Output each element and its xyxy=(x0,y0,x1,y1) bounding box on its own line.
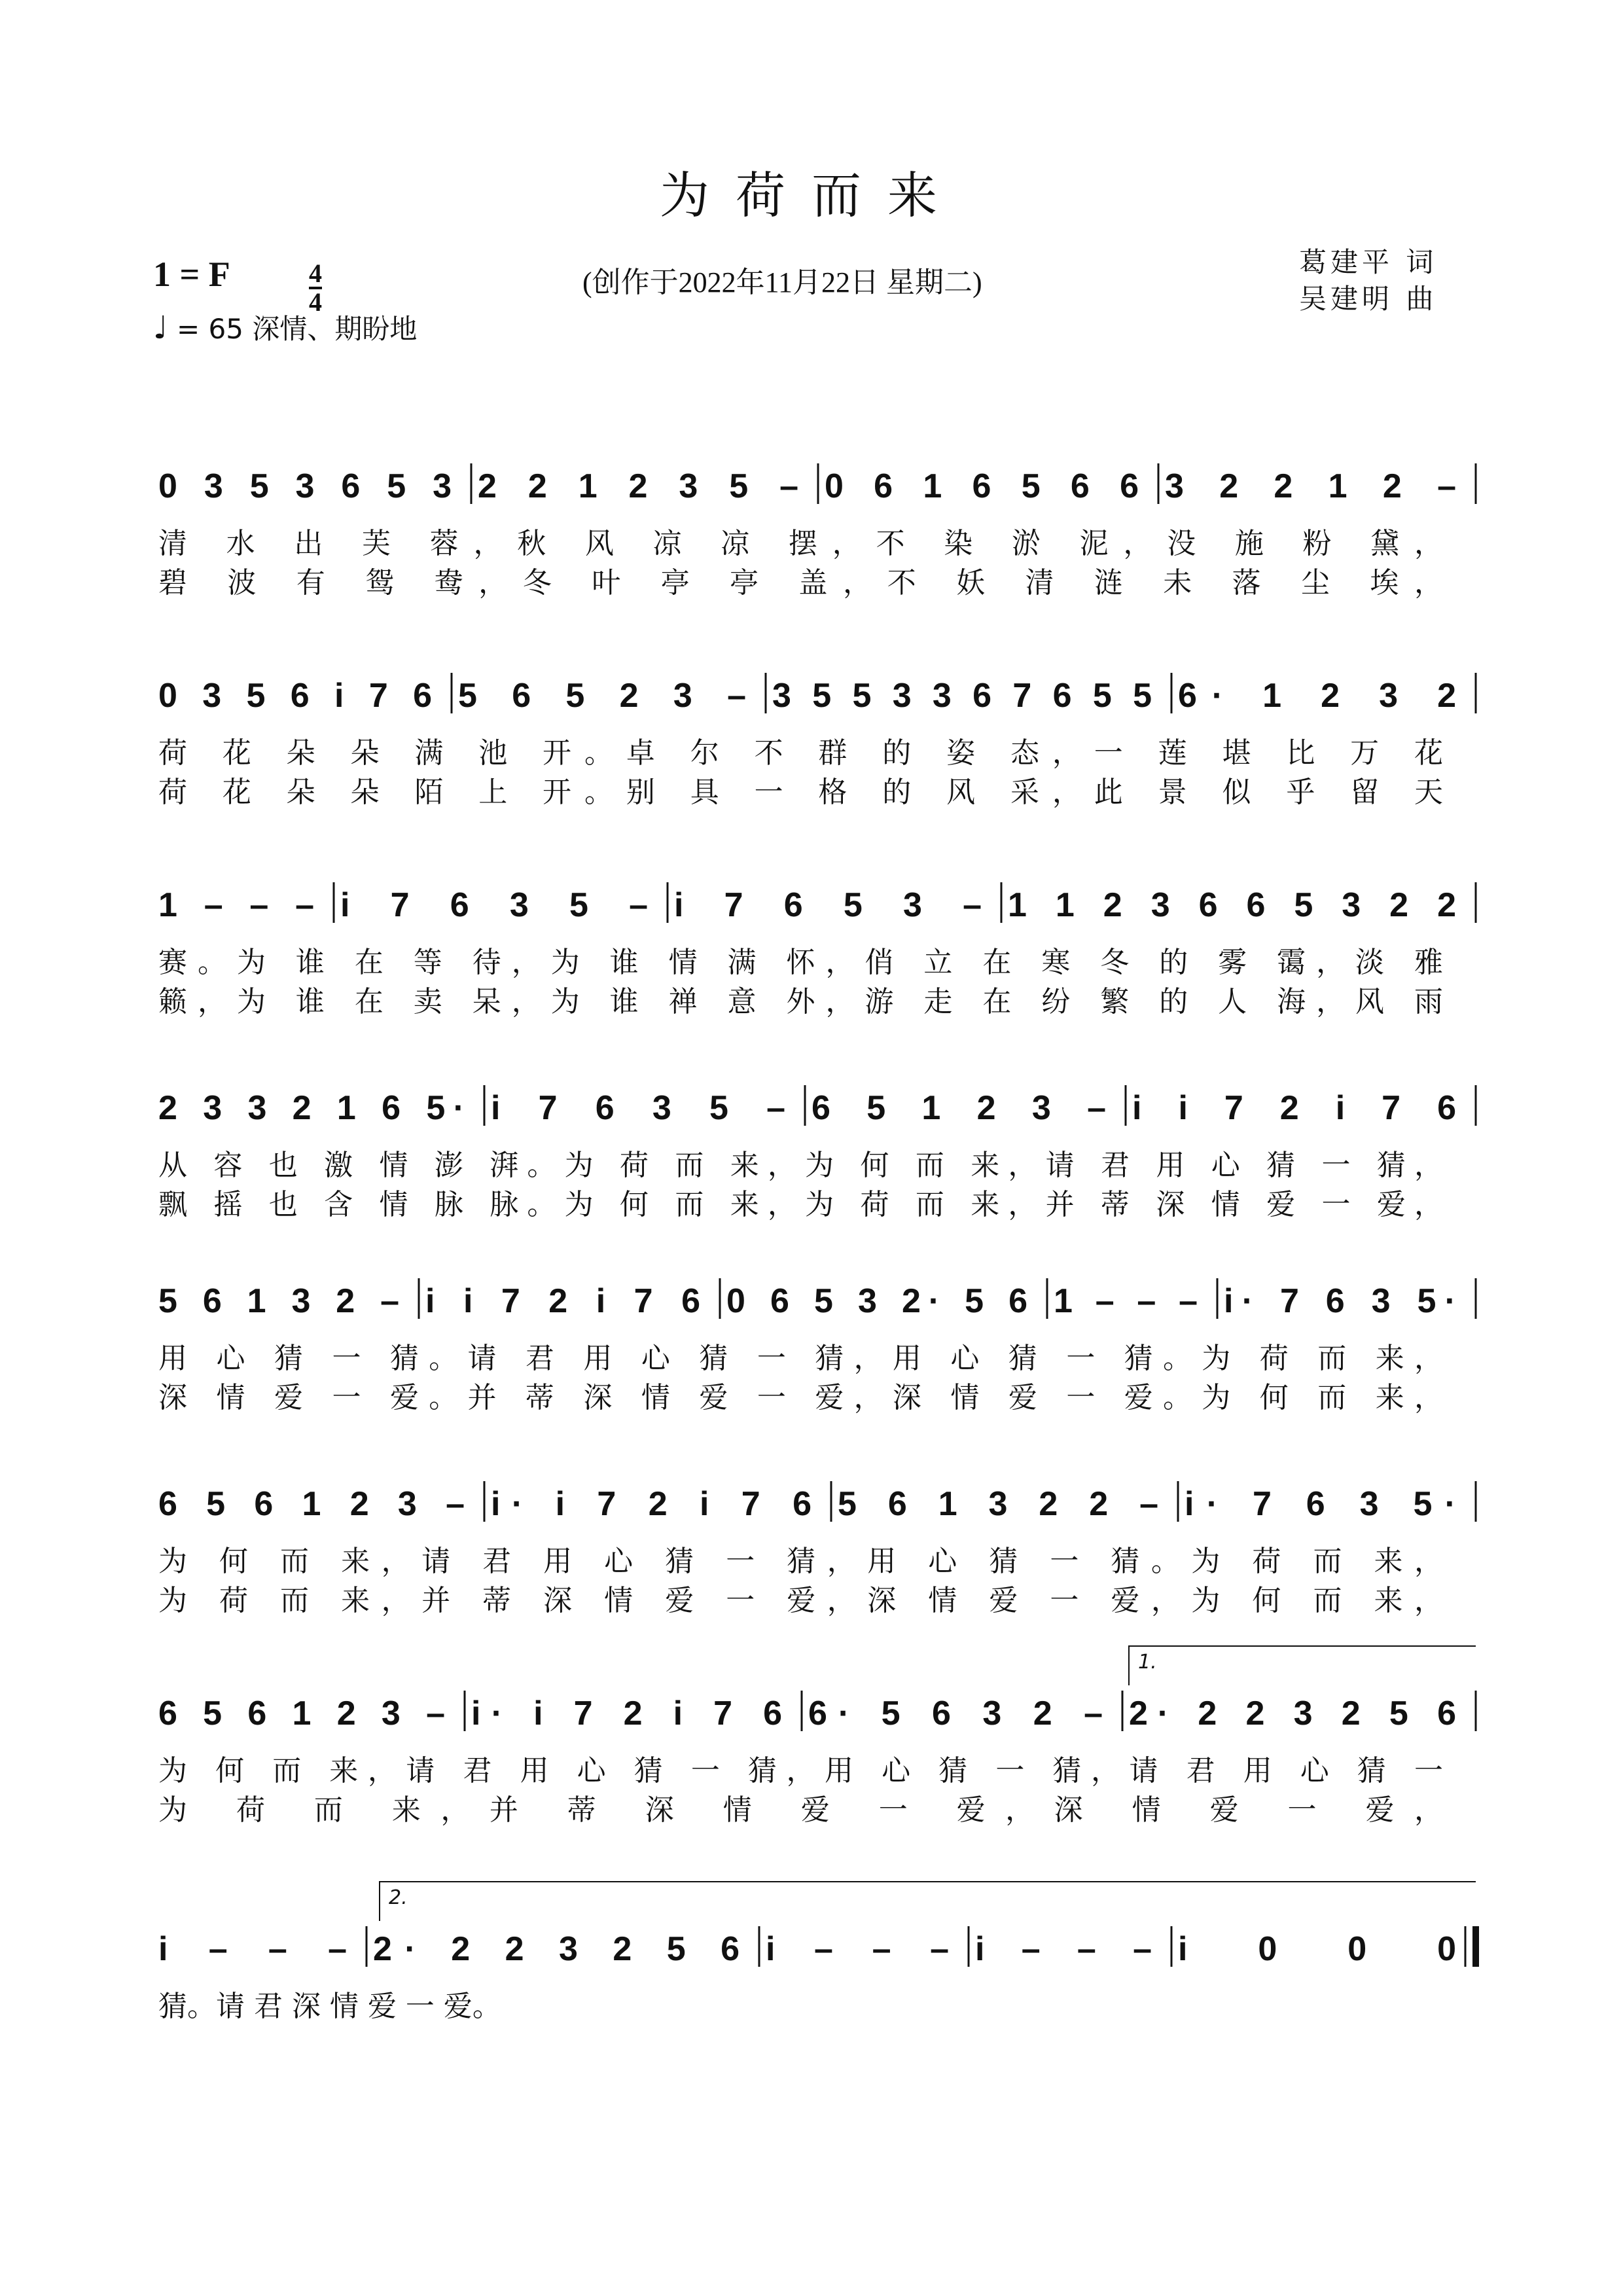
volta-number: 1. xyxy=(1138,1651,1157,1674)
volta-number: 2. xyxy=(389,1886,408,1909)
lyrics-verse-1: 从 容 也 激 情 澎 湃。为 荷 而 来，为 何 而 来，请 君 用 心 猜 一 猜， xyxy=(158,1149,1443,1182)
measure-notes: 2· 2 2 3 2 5 6 xyxy=(373,1930,740,1968)
quarter-note-icon: ♩ xyxy=(153,310,168,346)
key-signature: 1 = F xyxy=(153,255,230,294)
measure-notes: i 7 6 3 5 – xyxy=(491,1089,785,1127)
lyricist-credit: 葛建平 词 xyxy=(1299,246,1438,278)
lyrics-verse-2: 飘 摇 也 含 情 脉 脉。为 何 而 来，为 荷 而 来，并 蒂 深 情 爱 一 爱， xyxy=(158,1188,1443,1221)
lyrics-verse-1: 为 何 而 来，请 君 用 心 猜 一 猜，用 心 猜 一 猜，请 君 用 心 猜 一 xyxy=(158,1754,1443,1787)
measure-notes: i· 7 6 3 5· xyxy=(1224,1282,1456,1320)
volta-bracket xyxy=(1129,1646,1476,1685)
lyrics-verse-1: 用 心 猜 一 猜。请 君 用 心 猜 一 猜，用 心 猜 一 猜。为 荷 而 来， xyxy=(158,1342,1443,1375)
time-signature-bottom: 4 xyxy=(309,287,322,317)
measure-notes: 1 1 2 3 6 6 5 3 2 2 xyxy=(1008,886,1456,924)
measure-notes: i 7 6 5 3 – xyxy=(674,886,982,924)
measure-notes: 2 2 1 2 3 5 – xyxy=(478,467,798,505)
measure-notes: i· i 7 2 i 7 6 xyxy=(491,1485,812,1523)
measure-notes: 0 3 5 3 6 5 3 xyxy=(158,467,452,505)
measure-notes: 3 5 5 3 3 6 7 6 5 5 xyxy=(772,677,1152,715)
measure-notes: i i 7 2 i 7 6 xyxy=(1132,1089,1456,1127)
measure-notes: 6· 1 2 3 2 xyxy=(1178,677,1456,715)
measure-notes: i – – – xyxy=(766,1930,949,1968)
measure-notes: 6· 5 6 3 2 – xyxy=(808,1695,1103,1732)
measure-notes: 6 5 1 2 3 – xyxy=(812,1089,1106,1127)
lyrics-verse-1: 荷 花 朵 朵 满 池 开。卓 尔 不 群 的 姿 态，一 莲 堪 比 万 花 xyxy=(158,736,1444,770)
measure-notes: 2· 2 2 3 2 5 6 xyxy=(1129,1695,1456,1732)
measure-notes: i 0 0 0 xyxy=(1178,1930,1456,1968)
measure-notes: 0 6 1 6 5 6 6 xyxy=(825,467,1139,505)
lyrics-verse-2: 碧 波 有 鸳 鸯，冬 叶 亭 亭 盖，不 妖 清 涟 未 落 尘 埃， xyxy=(158,566,1444,600)
measure-notes: 1 – – – xyxy=(1054,1282,1198,1320)
measure-notes: 5 6 1 3 2 2 – xyxy=(838,1485,1158,1523)
measure-notes: i – – – xyxy=(975,1930,1152,1968)
expression-marking: 深情、期盼地 xyxy=(252,313,418,345)
measure-notes: 3 2 2 1 2 – xyxy=(1165,467,1456,505)
lyrics-verse-2: 为 荷 而 来，并 蒂 深 情 爱 一 爱，深 情 爱 一 爱， xyxy=(158,1793,1444,1827)
measure-notes: 1 – – – xyxy=(158,886,314,924)
lyrics-verse-1: 为 何 而 来，请 君 用 心 猜 一 猜，用 心 猜 一 猜。为 荷 而 来， xyxy=(158,1545,1443,1578)
lyrics-verse-2: 籁，为 谁 在 卖 呆，为 谁 禅 意 外，游 走 在 纷 繁 的 人 海，风 雨 xyxy=(158,985,1443,1018)
measure-notes: 5 6 5 2 3 – xyxy=(458,677,746,715)
measure-notes: 2 3 3 2 1 6 5· xyxy=(158,1089,465,1127)
lyrics-verse-1: 猜。请 君 深 情 爱 一 爱。 xyxy=(158,1990,501,2023)
date-note: (创作于2022年11月22日 星期二) xyxy=(582,266,982,298)
measure-notes: 6 5 6 1 2 3 – xyxy=(158,1695,445,1732)
measure-notes: i· i 7 2 i 7 6 xyxy=(471,1695,782,1732)
composer-credit: 吴建明 曲 xyxy=(1299,283,1438,315)
measure-notes: i 7 6 3 5 – xyxy=(340,886,648,924)
volta-bracket xyxy=(380,1882,1476,1921)
lyrics-verse-1: 清 水 出 芙 蓉，秋 风 凉 凉 摆，不 染 淤 泥，没 施 粉 黛， xyxy=(158,527,1443,560)
measure-notes: i – – – xyxy=(158,1930,347,1968)
lyrics-verse-2: 荷 花 朵 朵 陌 上 开。别 具 一 格 的 风 采，此 景 似 乎 留 天 xyxy=(158,776,1444,809)
measure-notes: 0 6 5 3 2· 5 6 xyxy=(726,1282,1027,1320)
lyrics-verse-2: 为 荷 而 来，并 蒂 深 情 爱 一 爱，深 情 爱 一 爱，为 何 而 来， xyxy=(158,1584,1443,1617)
measure-notes: 6 5 6 1 2 3 – xyxy=(158,1485,465,1523)
tempo-value: = 65 xyxy=(177,313,243,345)
page-title: 为荷而来 xyxy=(660,166,963,224)
measure-notes: i i 7 2 i 7 6 xyxy=(425,1282,700,1320)
measure-notes: 0 3 5 6 i 7 6 xyxy=(158,677,432,715)
time-signature-top: 4 xyxy=(309,259,322,288)
measure-notes: 5 6 1 3 2 – xyxy=(158,1282,399,1320)
lyrics-verse-2: 深 情 爱 一 爱。并 蒂 深 情 爱 一 爱，深 情 爱 一 爱。为 何 而 来， xyxy=(158,1381,1443,1414)
measure-notes: i· 7 6 3 5· xyxy=(1185,1485,1456,1523)
lyrics-verse-1: 赛。为 谁 在 等 待，为 谁 情 满 怀，俏 立 在 寒 冬 的 雾 霭，淡 雅 xyxy=(158,946,1443,979)
